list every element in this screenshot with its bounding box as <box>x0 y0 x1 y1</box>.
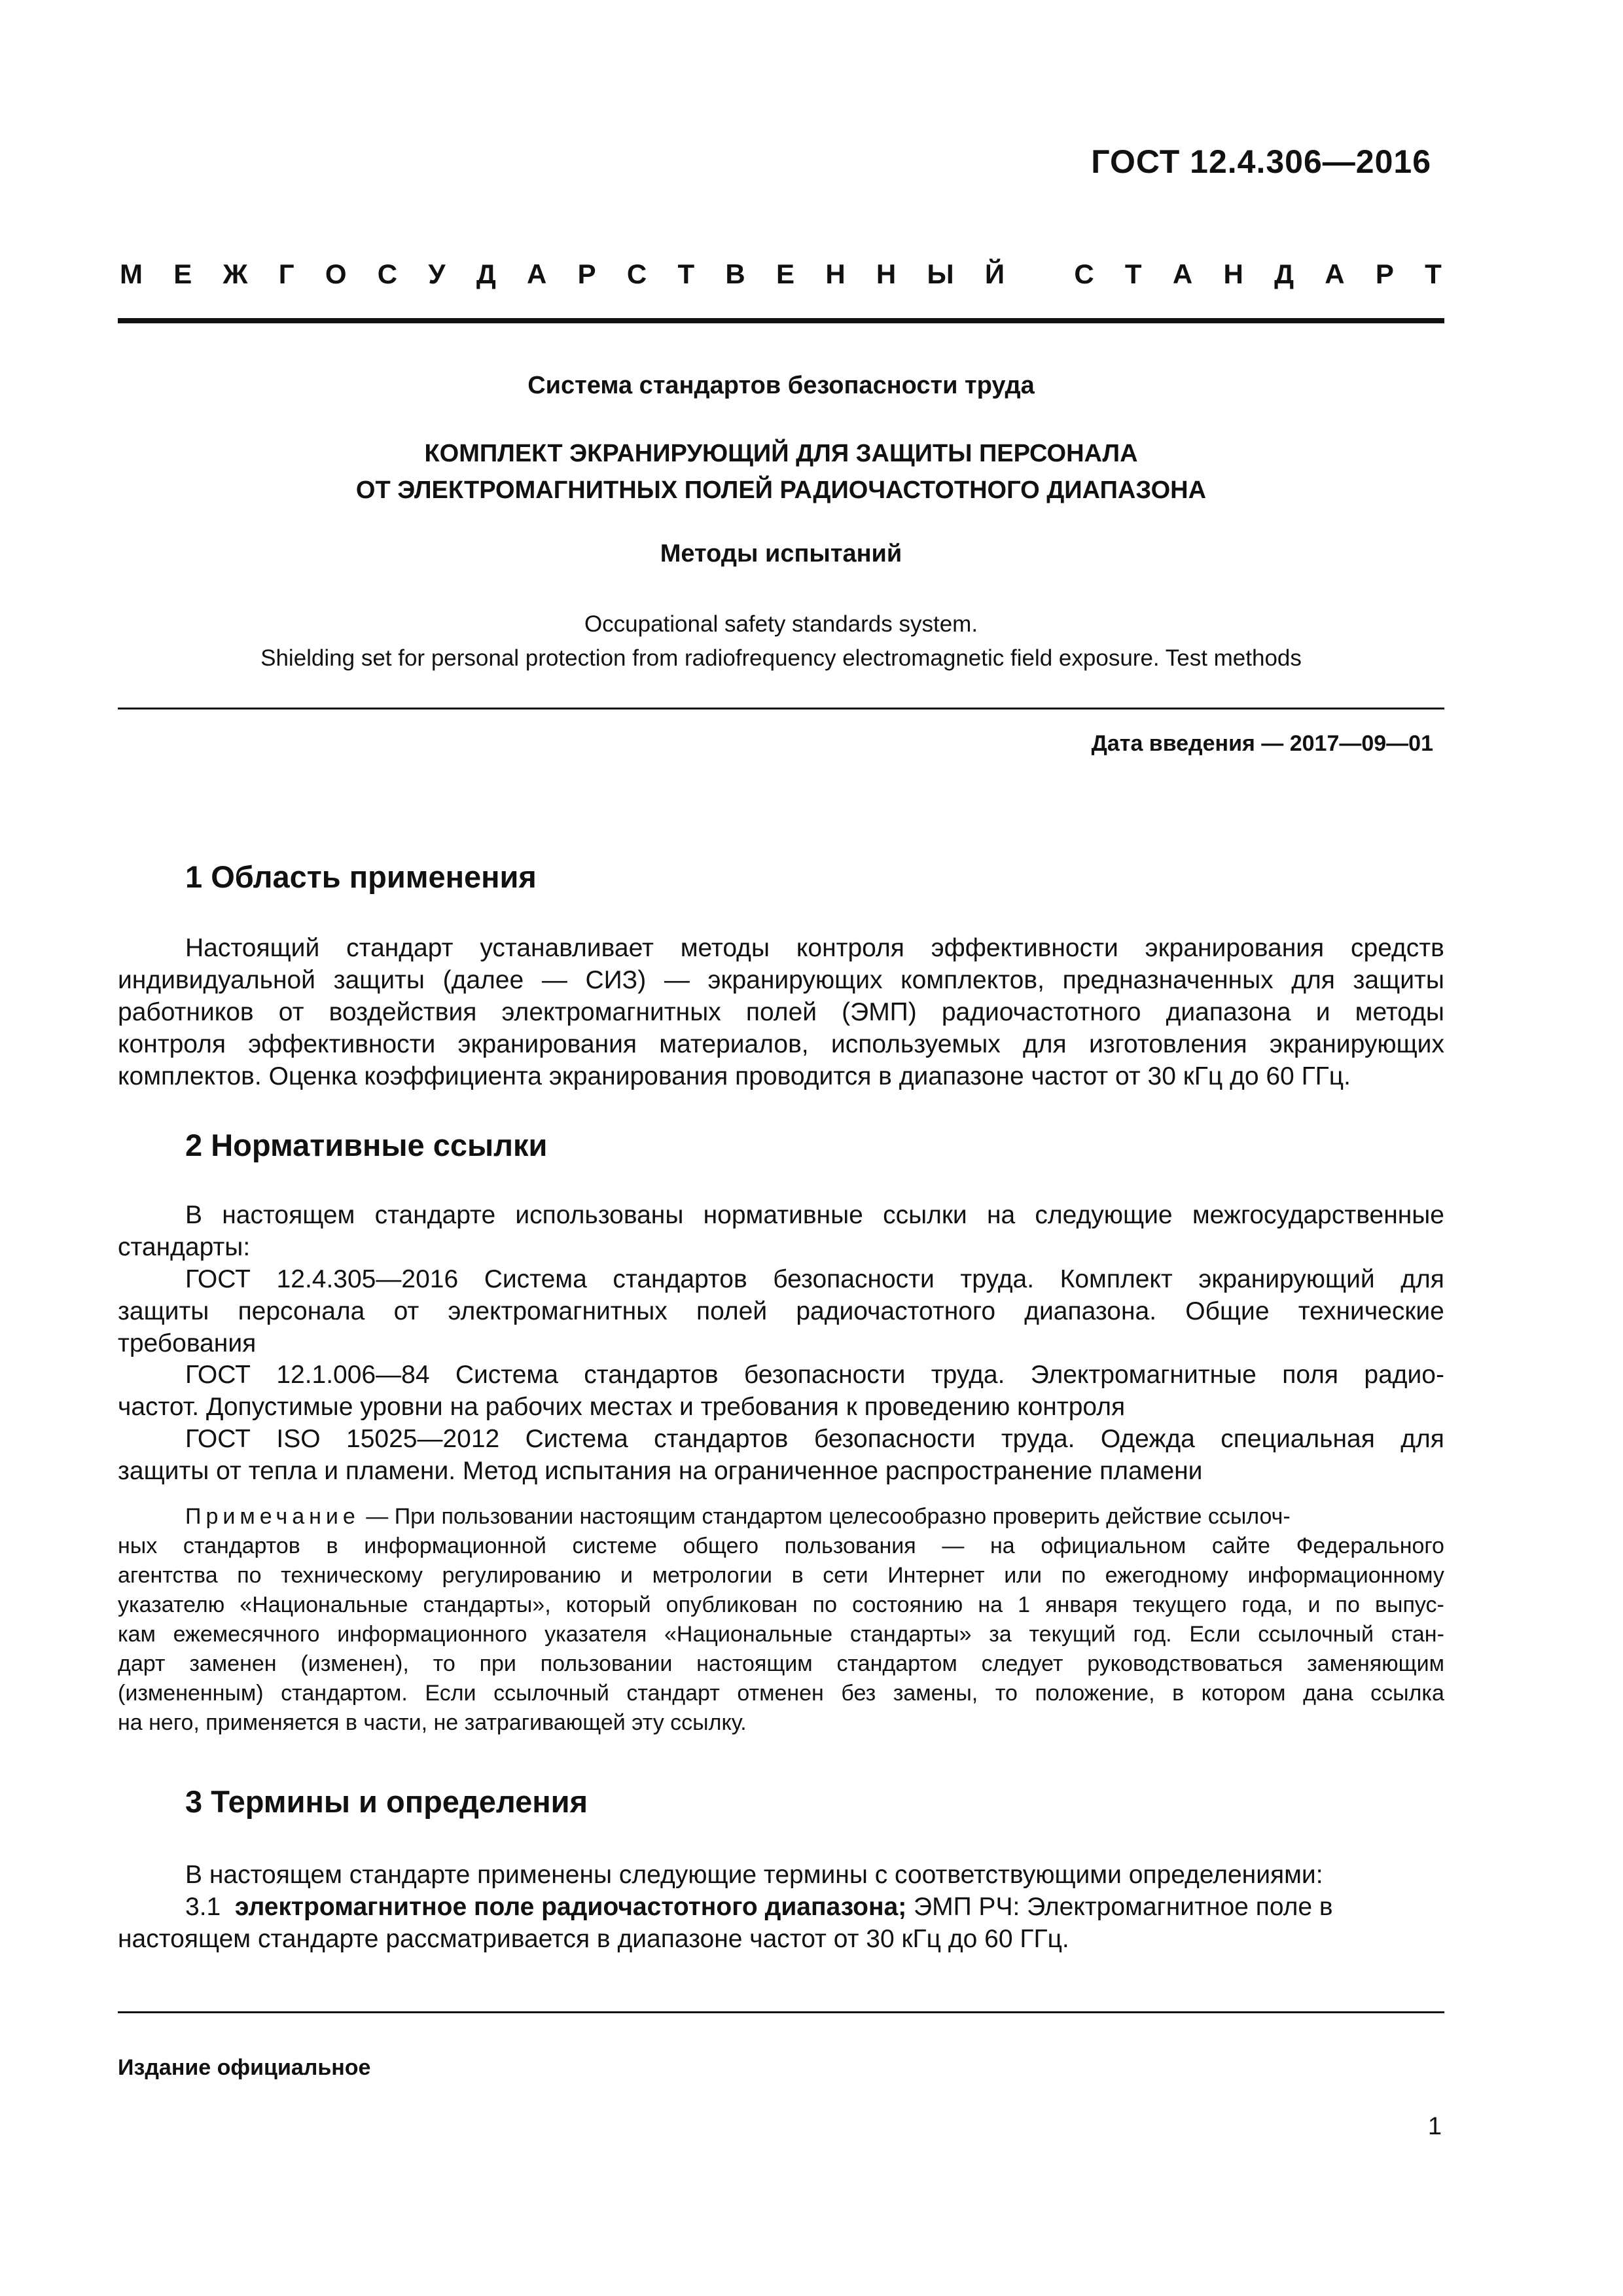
heading-letter: Й <box>984 259 1005 289</box>
word: то <box>433 1651 455 1676</box>
word: экранирования <box>1145 934 1325 962</box>
word: настоящем <box>222 1201 355 1229</box>
term-line <box>118 1891 1444 1923</box>
word: материалов, <box>659 1030 809 1058</box>
word: изготовления <box>1088 1030 1247 1058</box>
word: и <box>620 1563 633 1588</box>
heading-letter: Т <box>677 259 695 289</box>
word: стандарты», <box>423 1592 551 1617</box>
word: по <box>237 1563 262 1588</box>
word: стандартом. <box>281 1681 408 1706</box>
word: — <box>664 966 690 994</box>
heading-letter: Т <box>1425 259 1442 289</box>
word: СИЗ) <box>585 966 647 994</box>
reference-line: защиты от тепла и пламени. Метод испытания на ограниченное распространение пламени <box>118 1457 1203 1485</box>
word: индивидуальной <box>118 966 315 994</box>
word: стандартов <box>183 1534 300 1558</box>
section-1-line <box>118 1028 1444 1060</box>
reference-line: частот. Допустимые уровни на рабочих местах и требования к проведению контроля <box>118 1393 1126 1421</box>
word: «Национальные <box>664 1622 833 1647</box>
word: по <box>812 1592 838 1617</box>
word: текущего <box>1132 1592 1227 1617</box>
word: Одежда <box>1100 1425 1195 1453</box>
word: опубликован <box>666 1592 798 1617</box>
word: стандарт <box>346 934 454 962</box>
word: отменен <box>737 1681 824 1706</box>
heading-letter: Н <box>876 259 897 289</box>
word: в <box>326 1534 338 1558</box>
word: Если <box>1189 1622 1241 1647</box>
section-1-line: комплектов. Оценка коэффициента экранирования проводится в диапазоне частот от 30 кГц до 60 ГГц. <box>118 1062 1351 1090</box>
word: год. <box>1133 1622 1172 1647</box>
heading-letter: Н <box>1223 259 1243 289</box>
page-number: 1 <box>1427 2113 1442 2140</box>
main-title-line-1: КОМПЛЕКТ ЭКРАНИРУЮЩИЙ ДЛЯ ЗАЩИТЫ ПЕРСОНАЛА <box>424 440 1138 467</box>
word: стандарте <box>374 1201 496 1229</box>
word: методы <box>680 934 770 962</box>
word: выпус- <box>1374 1592 1444 1617</box>
word: Комплект <box>1060 1265 1173 1293</box>
word: экранирующих <box>1269 1030 1444 1058</box>
word: пользования <box>784 1534 916 1558</box>
heading-letter: С <box>626 259 647 289</box>
word: «Национальные <box>240 1592 408 1617</box>
word: средств <box>1351 934 1444 962</box>
section-3-intro-line: В настоящем стандарте применены следующие термины с соответствующими определениями: <box>185 1861 1323 1889</box>
word: от <box>393 1297 419 1325</box>
word: контроля <box>118 1030 226 1058</box>
heading-letter: Н <box>825 259 846 289</box>
word: ГОСТ <box>185 1425 251 1453</box>
footer-rule <box>118 2011 1444 2013</box>
word: персонала <box>238 1297 365 1325</box>
heading-letter: У <box>428 259 446 289</box>
word: ежемесячного <box>173 1622 320 1647</box>
heading-letter: Г <box>278 259 294 289</box>
heading-letter: А <box>1172 259 1193 289</box>
section-1-line <box>118 996 1444 1028</box>
reference-gost-12-4-305 <box>118 1263 1444 1359</box>
term-name: электромагнитное поле радиочастотного диапазона; <box>234 1893 907 1921</box>
word: работников <box>118 998 254 1026</box>
heading-letter: А <box>527 259 547 289</box>
word: Если <box>425 1681 476 1706</box>
word: контроля <box>796 934 904 962</box>
standard-type-heading <box>120 259 1442 290</box>
word: регулированию <box>442 1563 601 1588</box>
word: в <box>791 1563 804 1588</box>
english-title-line-1: Occupational safety standards system. <box>584 611 978 637</box>
word: замены, <box>893 1681 978 1706</box>
word: информационной <box>364 1534 546 1558</box>
word: или <box>1004 1563 1043 1588</box>
word: Настоящий <box>185 934 320 962</box>
word: полей <box>696 1297 768 1325</box>
word: стандартом <box>836 1651 957 1676</box>
word: радио- <box>1364 1361 1444 1389</box>
heading-letter: Е <box>776 259 795 289</box>
word: диапазона <box>1166 998 1291 1026</box>
word: Система <box>525 1425 628 1453</box>
word: (изменен), <box>300 1651 409 1676</box>
heading-letter: Е <box>173 259 192 289</box>
word: года, <box>1241 1592 1293 1617</box>
heading-letter: Д <box>476 259 496 289</box>
word: эффективности <box>931 934 1118 962</box>
word: который <box>565 1592 651 1617</box>
word: комплектов, <box>901 966 1044 994</box>
word: официальном <box>1041 1534 1186 1558</box>
heading-letter: Д <box>1274 259 1294 289</box>
section-1-line <box>118 964 1444 996</box>
main-title-line-2: ОТ ЭЛЕКТРОМАГНИТНЫХ ПОЛЕЙ РАДИОЧАСТОТНОГО ДИАПАЗОНА <box>355 476 1207 504</box>
word: (ЭМП) <box>842 998 917 1026</box>
heading-letter: М <box>120 259 143 289</box>
word: метрологии <box>652 1563 772 1588</box>
word: сайте <box>1211 1534 1270 1558</box>
word: сети <box>823 1563 868 1588</box>
word: специальная <box>1221 1425 1375 1453</box>
top-rule <box>118 318 1444 323</box>
word: от <box>278 998 304 1026</box>
word: Электромагнитные <box>1030 1361 1257 1389</box>
word: при <box>479 1651 516 1676</box>
word: безопасности <box>743 1361 906 1389</box>
word: заменен <box>189 1651 277 1676</box>
note-label: Примечание <box>185 1504 360 1529</box>
heading-letter: С <box>377 259 398 289</box>
heading-letter: Р <box>1375 259 1394 289</box>
heading-letter: Т <box>1124 259 1142 289</box>
word: труда. <box>1001 1425 1075 1453</box>
word: воздействия <box>329 998 477 1026</box>
word: защиты <box>333 966 425 994</box>
note-line <box>118 1590 1444 1620</box>
word: используемых <box>830 1030 1001 1058</box>
note-line <box>118 1561 1444 1590</box>
word: и <box>1315 998 1330 1026</box>
word: ссылочный <box>493 1681 609 1706</box>
word: радиочастотного <box>796 1297 996 1325</box>
word: агентства <box>118 1563 218 1588</box>
heading-letter <box>1035 259 1043 290</box>
word: электромагнитных <box>448 1297 668 1325</box>
section-1-heading: 1 Область применения <box>185 859 537 894</box>
word: Федерального <box>1296 1534 1444 1558</box>
official-edition-label: Издание официальное <box>118 2055 371 2080</box>
word: — <box>942 1534 965 1558</box>
word: ежегодному <box>1105 1563 1228 1588</box>
word: использованы <box>515 1201 684 1229</box>
word: предназначенных <box>1062 966 1274 994</box>
word: указателя <box>544 1622 647 1647</box>
word: стандартов <box>654 1425 789 1453</box>
word: устанавливает <box>480 934 654 962</box>
word: по <box>1335 1592 1360 1617</box>
word: положение, <box>1035 1681 1155 1706</box>
section-2-heading: 2 Нормативные ссылки <box>185 1128 548 1162</box>
word: эффективности <box>248 1030 436 1058</box>
system-title: Система стандартов безопасности труда <box>527 372 1035 399</box>
word: Система <box>455 1361 558 1389</box>
section-3-heading: 3 Термины и определения <box>185 1784 588 1819</box>
word: для <box>1023 1030 1067 1058</box>
section-1-line <box>118 932 1444 964</box>
reference-line <box>118 1423 1444 1455</box>
reference-line <box>118 1263 1444 1295</box>
word: кам <box>118 1622 156 1647</box>
word: ссылки <box>883 1201 967 1229</box>
word: информационному <box>1247 1563 1444 1588</box>
word: стан- <box>1391 1622 1444 1647</box>
word: руководствоваться <box>1087 1651 1283 1676</box>
word: методы <box>1355 998 1444 1026</box>
word: стандарты» <box>849 1622 972 1647</box>
word: дарт <box>118 1651 166 1676</box>
reference-line <box>118 1359 1444 1391</box>
heading-letter: В <box>725 259 745 289</box>
word: котором <box>1201 1681 1286 1706</box>
word: указателю <box>118 1592 225 1617</box>
term-number: 3.1 <box>185 1893 221 1921</box>
document-number: ГОСТ 12.4.306—2016 <box>1091 143 1431 180</box>
word: 1 <box>1018 1592 1030 1617</box>
word: для <box>1400 1265 1444 1293</box>
note-line <box>118 1649 1444 1679</box>
word: то <box>995 1681 1018 1706</box>
section-3-intro <box>118 1859 1444 1891</box>
reference-line <box>118 1295 1444 1327</box>
word: информационного <box>337 1622 527 1647</box>
word: экранирования <box>457 1030 637 1058</box>
word: текущий <box>1029 1622 1116 1647</box>
note-line <box>118 1532 1444 1561</box>
english-title <box>118 607 1444 675</box>
word: ГОСТ <box>185 1361 251 1389</box>
word: без <box>841 1681 876 1706</box>
word: состоянию <box>852 1592 963 1617</box>
word: стандартов <box>584 1361 719 1389</box>
word: ISO <box>276 1425 321 1453</box>
note-line <box>118 1620 1444 1649</box>
note-text: — При пользовании настоящим стандартом целесообразно проверить действие ссылоч- <box>366 1504 1291 1529</box>
word: следующие <box>1035 1201 1173 1229</box>
word: общего <box>683 1534 759 1558</box>
word: 15025—2012 <box>346 1425 500 1453</box>
word: (далее <box>442 966 524 994</box>
section-2-intro <box>118 1199 1444 1263</box>
word: Общие <box>1185 1297 1270 1325</box>
heading-letter: Р <box>577 259 596 289</box>
word: электромагнитных <box>501 998 721 1026</box>
section-2-intro-line <box>118 1199 1444 1231</box>
word: полей <box>745 998 817 1026</box>
note-line <box>118 1679 1444 1708</box>
word: ссылочный <box>1258 1622 1374 1647</box>
word: системе <box>572 1534 657 1558</box>
reference-gost-iso-15025 <box>118 1423 1444 1487</box>
word: на <box>986 1201 1016 1229</box>
word: техническому <box>281 1563 423 1588</box>
word: для <box>1400 1425 1444 1453</box>
word: заменяющим <box>1307 1651 1444 1676</box>
word: стандарт <box>626 1681 720 1706</box>
reference-gost-12-1-006 <box>118 1359 1444 1423</box>
word: (измененным) <box>118 1681 264 1706</box>
word: Система <box>484 1265 587 1293</box>
word: безопасности <box>773 1265 935 1293</box>
word: ГОСТ <box>185 1265 251 1293</box>
word: на <box>990 1534 1015 1558</box>
word: следует <box>981 1651 1063 1676</box>
word: дана <box>1303 1681 1353 1706</box>
title-rule <box>118 708 1444 709</box>
word: 12.4.305—2016 <box>276 1265 459 1293</box>
heading-letter: Ы <box>927 259 954 289</box>
english-title-line-2: Shielding set for personal protection from radiofrequency electromagnetic field exposure. Test methods <box>260 645 1302 671</box>
word: В <box>185 1201 203 1229</box>
word: безопасности <box>813 1425 976 1453</box>
word: межгосударственные <box>1192 1201 1444 1229</box>
word: и <box>1308 1592 1321 1617</box>
word: стандартов <box>613 1265 747 1293</box>
heading-letter: О <box>325 259 347 289</box>
word: радиочастотного <box>941 998 1141 1026</box>
word: января <box>1045 1592 1118 1617</box>
word: технические <box>1298 1297 1444 1325</box>
word: нормативные <box>703 1201 863 1229</box>
methods-title: Методы испытаний <box>660 540 902 567</box>
word: труда. <box>960 1265 1035 1293</box>
heading-letter: Ж <box>223 259 248 289</box>
word: диапазона. <box>1024 1297 1157 1325</box>
word: защиты <box>118 1297 209 1325</box>
word: по <box>1061 1563 1086 1588</box>
word: в <box>1172 1681 1185 1706</box>
main-title <box>118 435 1444 509</box>
word: ссылка <box>1370 1681 1444 1706</box>
note-line <box>118 1502 1444 1532</box>
word: экранирующих <box>707 966 883 994</box>
word: за <box>989 1622 1012 1647</box>
term-3-1 <box>118 1891 1444 1955</box>
word: на <box>978 1592 1003 1617</box>
word: труда. <box>931 1361 1005 1389</box>
word: ных <box>118 1534 158 1558</box>
word: — <box>541 966 567 994</box>
term-definition: ЭМП РЧ: Электромагнитное поле в <box>914 1893 1333 1921</box>
reference-line: требования <box>118 1329 257 1357</box>
section-1-body <box>118 932 1444 1092</box>
heading-letter: А <box>1325 259 1345 289</box>
word: пользовании <box>540 1651 673 1676</box>
introduction-date: Дата введения — 2017—09—01 <box>1091 731 1433 756</box>
note-line: на него, применяется в части, не затрагивающей эту ссылку. <box>118 1710 747 1735</box>
word: поля <box>1282 1361 1339 1389</box>
word: для <box>1291 966 1335 994</box>
word: защиты <box>1353 966 1444 994</box>
word: настоящим <box>696 1651 813 1676</box>
section-2-note <box>118 1502 1444 1738</box>
word: экранирующий <box>1198 1265 1375 1293</box>
heading-letter: С <box>1074 259 1094 289</box>
term-line: настоящем стандарте рассматривается в диапазоне частот от 30 кГц до 60 ГГц. <box>118 1925 1069 1953</box>
section-2-intro-line: стандарты: <box>118 1233 251 1261</box>
word: Интернет <box>887 1563 985 1588</box>
word: 12.1.006—84 <box>276 1361 430 1389</box>
